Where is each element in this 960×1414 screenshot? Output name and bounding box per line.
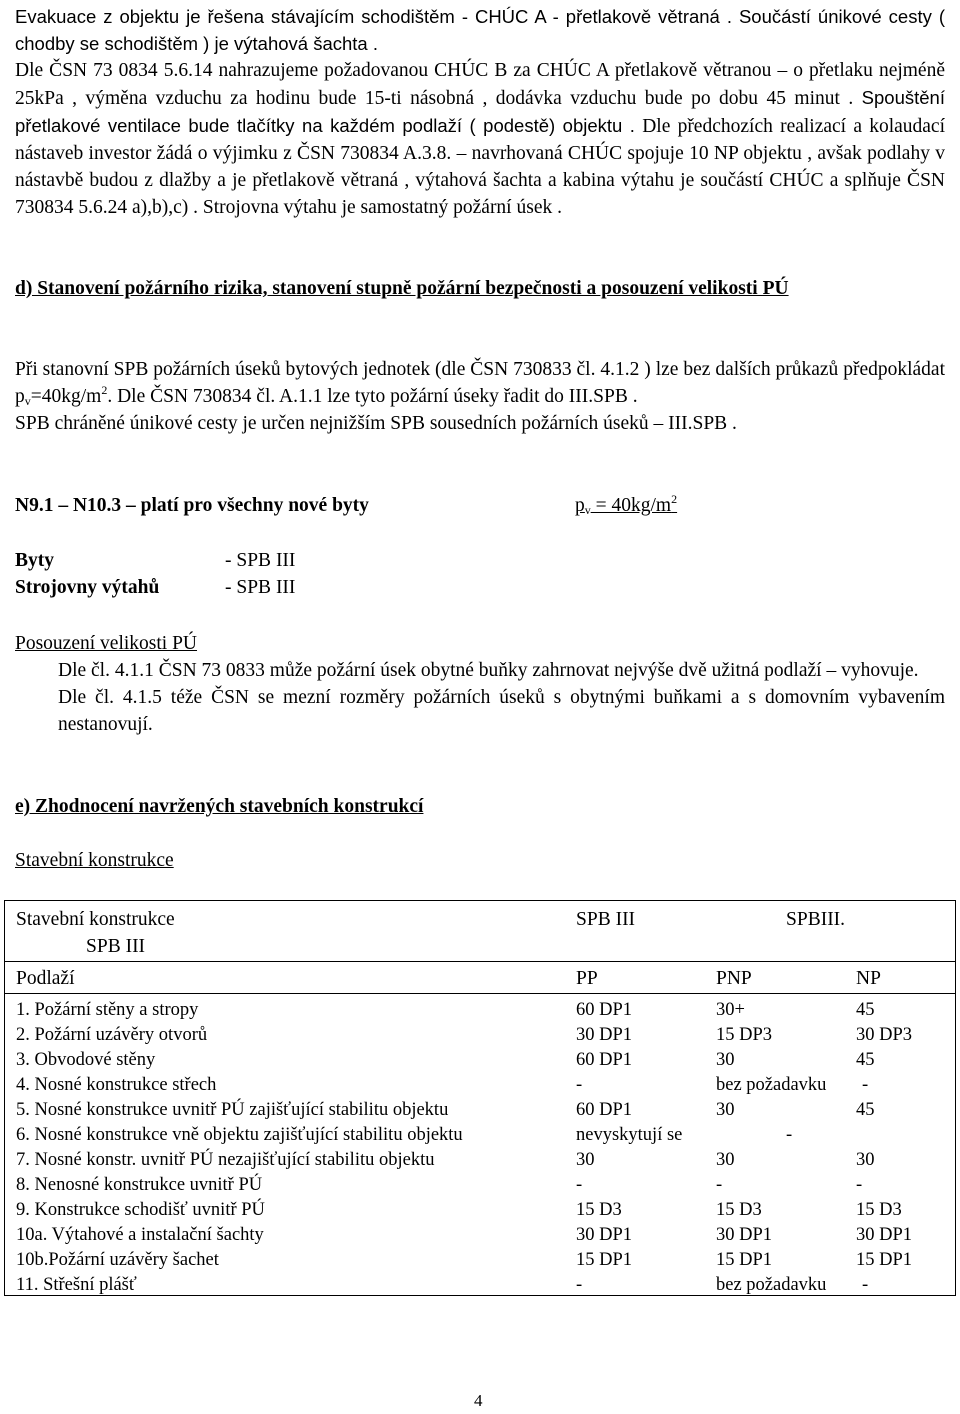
table-row	[16, 1122, 946, 1147]
cell-pp: 30 DP1	[576, 1225, 633, 1245]
cell-pnp: bez požadavku	[716, 1275, 827, 1295]
cell-pnp: 30 DP1	[716, 1225, 773, 1245]
spb-sup: 2	[101, 383, 108, 397]
table-row	[16, 1047, 946, 1072]
pv-sub: v	[584, 503, 591, 517]
cell-np: 30 DP3	[856, 1025, 913, 1045]
row-label: 6. Nosné konstrukce vně objektu zajišťující stabilitu objektu	[16, 1125, 463, 1145]
cell-np: 30	[856, 1150, 875, 1170]
spb-item-label: Strojovny výtahů	[15, 577, 160, 598]
posouzeni-paragraph-2	[15, 684, 945, 738]
n-row	[15, 492, 945, 519]
cell-pnp: 15 DP1	[716, 1250, 773, 1270]
header-cell: PNP	[716, 968, 752, 989]
spb-paragraph-2: SPB chráněné únikové cesty je určen nejnižším SPB sousedních požárních úseků – III.SPB .	[15, 413, 737, 434]
table-row	[16, 1272, 946, 1297]
intro-section	[15, 3, 945, 221]
intro-paragraph-2	[15, 57, 945, 221]
cell-pp: 15 D3	[576, 1200, 622, 1220]
header-cell: SPB III	[86, 936, 146, 957]
spb-item-label: Byty	[15, 550, 54, 571]
cell-np: 45	[856, 1000, 875, 1020]
cell-pnp: -	[786, 1125, 793, 1145]
cell-np: 45	[856, 1100, 875, 1120]
cell-pp: 60 DP1	[576, 1050, 633, 1070]
cell-pnp: 30	[716, 1150, 735, 1170]
table-row	[16, 1172, 946, 1197]
row-label: 10b.Požární uzávěry šachet	[16, 1250, 219, 1270]
cell-pnp: bez požadavku	[716, 1075, 827, 1095]
spb-sub: v	[24, 394, 31, 408]
cell-pp: 60 DP1	[576, 1000, 633, 1020]
n-label: N9.1 – N10.3 – platí pro všechny nové byty	[15, 495, 369, 516]
cell-np: -	[862, 1275, 869, 1295]
row-label: 5. Nosné konstrukce uvnitř PÚ zajišťující stabilitu objektu	[16, 1100, 449, 1120]
cell-np: -	[856, 1175, 863, 1195]
intro-text-d: – navrhovaná CHÚC spojuje 10 NP objektu , avšak podlahy v nástavbě budou z dlažby a je přetlakově větraná , výtahová šachta a kabina výtahu je součástí CHÚC a splňuje ČSN 730834 5.6.24 a),b),c) . Strojovna výtahu je samostatný požární úsek .	[15, 143, 946, 218]
cell-pnp: 15 D3	[716, 1200, 762, 1220]
row-label: 4. Nosné konstrukce střech	[16, 1075, 217, 1095]
cell-np: 45	[856, 1050, 875, 1070]
cell-pp: nevyskytují se	[576, 1125, 683, 1145]
cell-pp: 60 DP1	[576, 1100, 633, 1120]
table-header-row	[16, 965, 946, 990]
table-row	[16, 1197, 946, 1222]
table-row	[16, 1222, 946, 1247]
table-header-row	[16, 933, 946, 958]
cell-pp: 30	[576, 1150, 595, 1170]
section-d-heading: d) Stanovení požárního rizika, stanovení stupně požární bezpečnosti a posouzení velikosti PÚ	[15, 278, 789, 299]
posouzeni-paragraph-1	[15, 657, 945, 684]
row-label: 8. Nenosné konstrukce uvnitř PÚ	[16, 1175, 263, 1195]
cell-pp: 30 DP1	[576, 1025, 633, 1045]
cell-np: 30 DP1	[856, 1225, 913, 1245]
cell-pp: -	[576, 1175, 583, 1195]
table-row	[16, 1147, 946, 1172]
section-e-heading: e) Zhodnocení navržených stavebních konstrukcí	[15, 796, 424, 817]
spb-text-a: Při stanovní SPB požárních úseků bytových jednotek (dle ČSN 730833 čl. 4.1.2 ) lze bez dalších průkazů předpokládat p	[15, 359, 945, 407]
posouzeni-text-2: Dle čl. 4.1.5 téže ČSN se mezní rozměry požárních úseků s obytnými buňkami a s domovním vybavením nestanovují.	[58, 687, 945, 735]
constructions-table	[4, 900, 956, 1296]
cell-pp: -	[576, 1275, 583, 1295]
header-cell: Podlaží	[16, 968, 75, 989]
intro-text-b: Spouštění přetlakové ventilace bude tlačítky na každém podlaží ( podestě) objektu .	[15, 87, 945, 136]
row-label: 11. Střešní plášť	[16, 1275, 137, 1295]
table-row	[16, 1022, 946, 1047]
table-header-row	[16, 906, 946, 931]
page-number: 4	[474, 1391, 483, 1410]
spb-paragraphs	[15, 356, 945, 437]
cell-pnp: 30+	[716, 1000, 745, 1020]
cell-pnp: 30	[716, 1050, 735, 1070]
spb-list-item	[15, 547, 945, 574]
posouzeni-section	[15, 630, 945, 738]
section-e-subheading: Stavební konstrukce	[15, 850, 174, 871]
row-label: 1. Požární stěny a stropy	[16, 1000, 199, 1020]
spb-list-item	[15, 574, 945, 601]
cell-np: -	[862, 1075, 869, 1095]
table-divider	[5, 961, 955, 962]
row-label: 7. Nosné konstr. uvnitř PÚ nezajišťující stabilitu objektu	[16, 1150, 435, 1170]
posouzeni-title: Posouzení velikosti PÚ	[15, 633, 198, 654]
spb-text-b: =40kg/m	[30, 386, 102, 407]
pv-a: p	[575, 495, 585, 516]
table-row	[16, 1097, 946, 1122]
cell-pnp: 30	[716, 1100, 735, 1120]
spb-text-c: . Dle ČSN 730834 čl. A.1.1 lze tyto požární úseky řadit do III.SPB .	[107, 386, 638, 407]
spb-list	[15, 547, 945, 601]
cell-np: 15 DP1	[856, 1250, 913, 1270]
cell-np: 15 D3	[856, 1200, 902, 1220]
table-divider	[5, 993, 955, 994]
row-label: 10a. Výtahové a instalační šachty	[16, 1225, 264, 1245]
row-label: 2. Požární uzávěry otvorů	[16, 1025, 208, 1045]
cell-pp: -	[576, 1075, 583, 1095]
pv-b: = 40kg/m	[590, 495, 672, 516]
intro-text-a: Dle ČSN 73 0834 5.6.14 nahrazujeme požadovanou CHÚC B za CHÚC A přetlakově větranou – o přetlaku nejméně 25kPa , výměna vzduchu za hodinu bude 15-ti násobná , dodávka vzduchu bude po dobu 45 minut .	[15, 60, 945, 109]
header-cell: PP	[576, 968, 598, 989]
row-label: 3. Obvodové stěny	[16, 1050, 156, 1070]
table-row	[16, 997, 946, 1022]
table-row	[16, 1072, 946, 1097]
cell-pnp: -	[716, 1175, 723, 1195]
spb-paragraph-1	[15, 356, 945, 410]
cell-pp: 15 DP1	[576, 1250, 633, 1270]
header-cell: SPBIII.	[786, 909, 846, 930]
spb-item-value: - SPB III	[225, 577, 296, 598]
header-cell: SPB III	[576, 909, 636, 930]
cell-pnp: 15 DP3	[716, 1025, 773, 1045]
header-cell: Stavební konstrukce	[16, 909, 175, 930]
intro-text-c: Dle předchozích realizací a kolaudací nástaveb investor žádá o výjimku z ČSN 730834 A.3.8.	[15, 116, 945, 164]
table-row	[16, 1247, 946, 1272]
pv-sup: 2	[671, 492, 678, 506]
posouzeni-text-1: Dle čl. 4.1.1 ČSN 73 0833 může požární úsek obytné buňky zahrnovat nejvýše dvě užitná podlaží – vyhovuje.	[58, 660, 919, 681]
header-cell: NP	[856, 968, 881, 989]
pv-value	[575, 492, 677, 519]
row-label: 9. Konstrukce schodišť uvnitř PÚ	[16, 1200, 265, 1220]
intro-paragraph-1: Evakuace z objektu je řešena stávajícím schodištěm - CHÚC A - přetlakově větraná . Součástí únikové cesty ( chodby se schodištěm ) je výtahová šachta .	[15, 6, 945, 54]
spb-item-value: - SPB III	[225, 550, 296, 571]
